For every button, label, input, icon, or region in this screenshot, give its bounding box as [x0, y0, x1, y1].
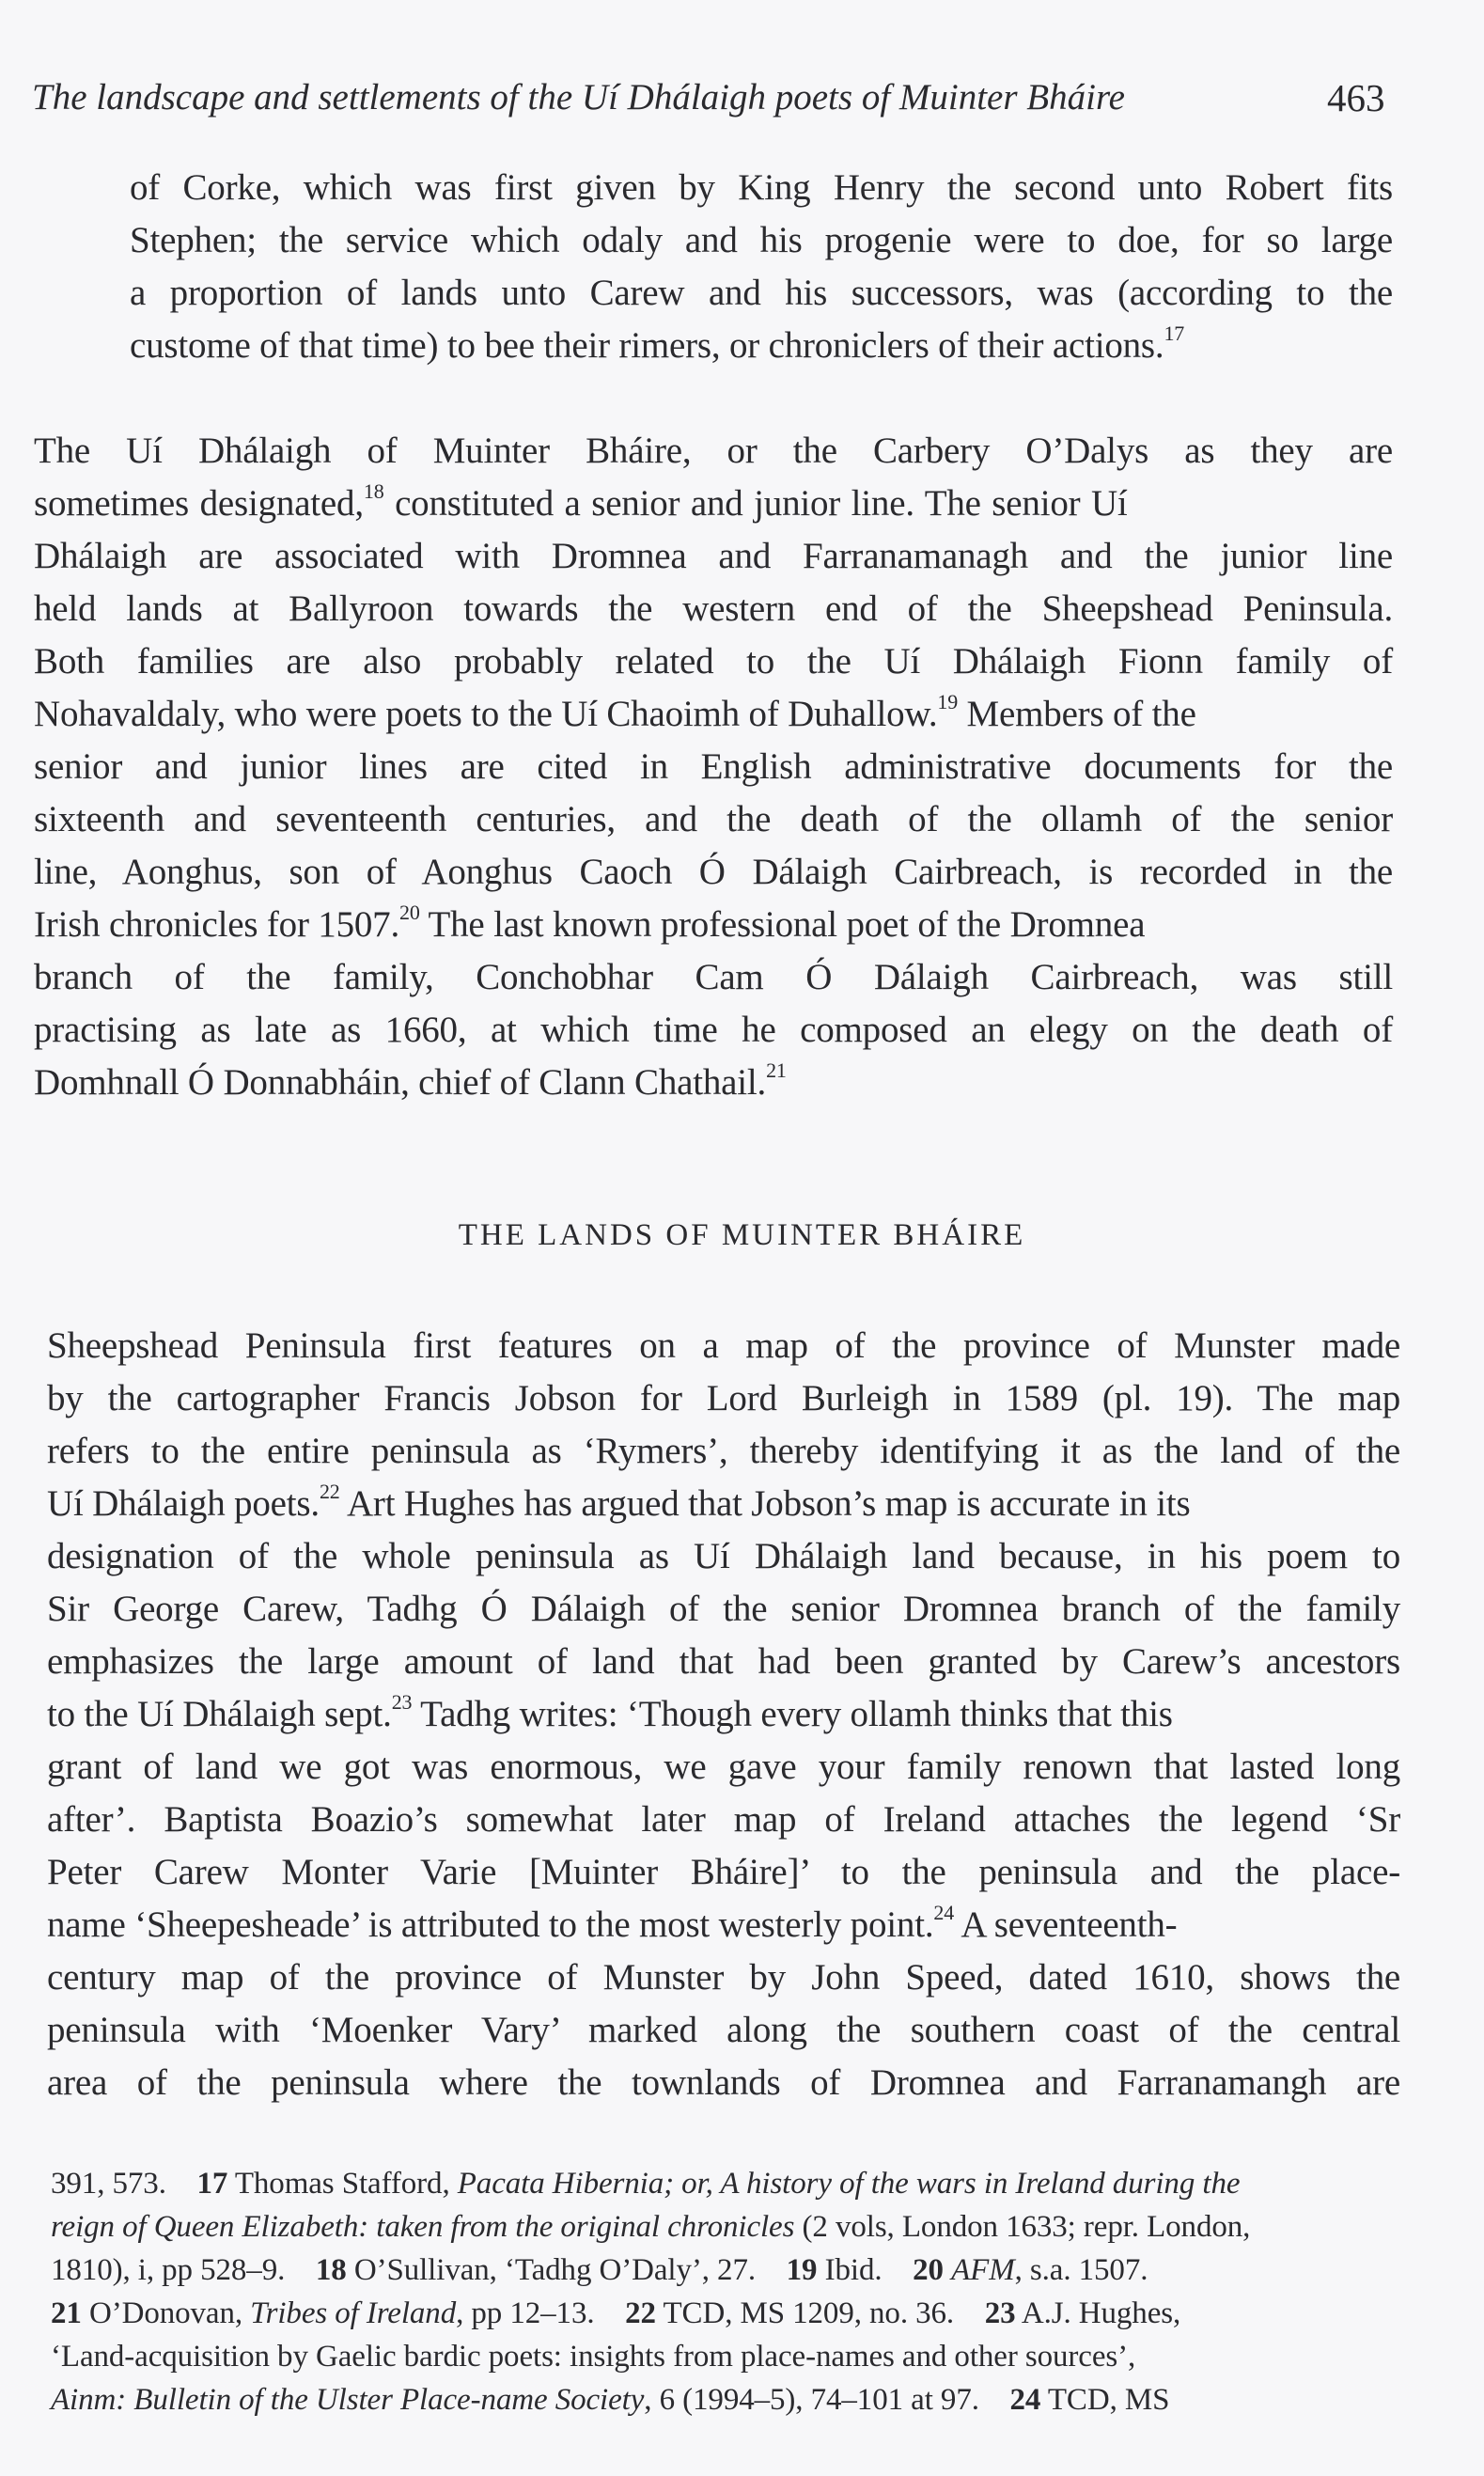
- footnote-23-number: 23: [984, 2296, 1016, 2330]
- quote-line: Stephen; the service which odaly and his progenie were to doe, for so large: [130, 220, 1393, 260]
- text-line: area of the peninsula where the townlands of Dromnea and Farranamangh are: [47, 2062, 1400, 2103]
- footnote-line: [51, 2249, 1148, 2292]
- text-span: Nohavaldaly, who were poets to the Uí Chaoimh of Duhallow.: [34, 694, 938, 734]
- text-span: Domhnall Ó Donnabháin, chief of Clann Chathail.: [34, 1062, 767, 1103]
- footnote-23-title: Ainm: Bulletin of the Ulster Place-name Society: [51, 2383, 645, 2417]
- footnote-ref: 24: [933, 1901, 955, 1924]
- footnote-line: [51, 2378, 1169, 2421]
- footnote-17-text: 1810), i, pp 528–9.: [51, 2253, 286, 2287]
- text-span: name ‘Sheepesheade’ is attributed to the most westerly point.: [47, 1904, 934, 1945]
- footnote-24-text: TCD, MS: [1040, 2383, 1170, 2417]
- footnote-20-title: AFM: [951, 2253, 1015, 2287]
- quote-line: [130, 320, 1184, 372]
- text-line: [34, 1057, 787, 1109]
- footnote-ref: 19: [937, 690, 958, 713]
- text-line: by the cartographer Francis Jobson for Lord Burleigh in 1589 (pl. 19). The map: [47, 1378, 1400, 1418]
- text-span: A seventeenth-: [954, 1904, 1178, 1945]
- footnote-17-number: 17: [196, 2167, 228, 2201]
- footnote-18-text: O’Sullivan, ‘Tadhg O’Daly’, 27.: [346, 2253, 757, 2287]
- text-line: peninsula with ‘Moenker Vary’ marked along the southern coast of the central: [47, 2010, 1400, 2050]
- text-line: Sheepshead Peninsula first features on a map of the province of Munster made: [47, 1325, 1400, 1366]
- page-number: 463: [1327, 76, 1385, 119]
- text-line: line, Aonghus, son of Aonghus Caoch Ó Dálaigh Cairbreach, is recorded in the: [34, 852, 1393, 892]
- footnote-23-text: A.J. Hughes,: [1015, 2296, 1181, 2330]
- footnote-21-text: , pp 12–13.: [456, 2296, 595, 2330]
- footnote-24-number: 24: [1009, 2383, 1041, 2417]
- text-line: [34, 478, 1393, 530]
- text-line: held lands at Ballyroon towards the western end of the Sheepshead Peninsula.: [34, 588, 1393, 629]
- text-line: designation of the whole peninsula as Uí Dhálaigh land because, in his poem to: [47, 1536, 1400, 1576]
- footnote-20-text: , s.a. 1507.: [1014, 2253, 1148, 2287]
- footnote-19-text: Ibid.: [817, 2253, 883, 2287]
- running-title: The landscape and settlements of the Uí Dhálaigh poets of Muinter Bháire: [32, 77, 1125, 118]
- footnote-line: [51, 2162, 1240, 2205]
- footnote-20-number: 20: [913, 2253, 944, 2287]
- quote-line-text: custome of that time) to bee their rimers, or chroniclers of their actions.: [130, 325, 1164, 366]
- text-span: Members of the: [958, 694, 1196, 734]
- text-line: emphasizes the large amount of land that had been granted by Carew’s ancestors: [47, 1641, 1400, 1682]
- text-span: Irish chronicles for 1507.: [34, 904, 400, 945]
- text-line: [47, 1478, 1190, 1530]
- footnote-line: [51, 2335, 1135, 2378]
- footnote-18-number: 18: [315, 2253, 347, 2287]
- footnote-line: [51, 2292, 1180, 2335]
- text-line: [34, 899, 1145, 951]
- text-span: Tadhg writes: ‘Though every ollamh thinks that this: [412, 1694, 1173, 1734]
- text-line: Dhálaigh are associated with Dromnea and Farranamanagh and the junior line: [34, 536, 1393, 576]
- text-line: branch of the family, Conchobhar Cam Ó Dálaigh Cairbreach, was still: [34, 957, 1393, 997]
- text-span: constituted a senior and junior line. The senior Uí: [383, 483, 1128, 524]
- footnote-ref: 21: [766, 1058, 787, 1082]
- quote-line: of Corke, which was first given by King Henry the second unto Robert fits: [130, 167, 1393, 208]
- footnote-23-text: ‘Land-acquisition by Gaelic bardic poets: insights from place-names and other sources’,: [51, 2340, 1136, 2374]
- text-span: Uí Dhálaigh poets.: [47, 1483, 320, 1524]
- text-line: The Uí Dhálaigh of Muinter Bháire, or the Carbery O’Dalys as they are: [34, 431, 1393, 471]
- text-line: senior and junior lines are cited in English administrative documents for the: [34, 746, 1393, 787]
- footnote-ref: 18: [363, 479, 384, 503]
- footnote-21-title: Tribes of Ireland: [250, 2296, 457, 2330]
- footnote-22-text: TCD, MS 1209, no. 36.: [655, 2296, 955, 2330]
- text-line: [34, 688, 1196, 741]
- footnote-21-number: 21: [51, 2296, 82, 2330]
- quote-line: a proportion of lands unto Carew and his successors, was (according to the: [130, 273, 1393, 313]
- footnote-ref: 22: [319, 1480, 340, 1503]
- text-span: sometimes designated,: [34, 483, 364, 524]
- text-span: The last known professional poet of the Dromnea: [419, 904, 1146, 945]
- text-line: grant of land we got was enormous, we gave your family renown that lasted long: [47, 1747, 1400, 1787]
- text-line: [47, 1899, 1177, 1951]
- footnote-17-title: reign of Queen Elizabeth: taken from the original chronicles: [51, 2210, 795, 2244]
- text-line: refers to the entire peninsula as ‘Rymers’, thereby identifying it as the land of the: [47, 1431, 1400, 1471]
- footnote-22-number: 22: [625, 2296, 656, 2330]
- footnote-16-tail: 391, 573.: [51, 2167, 166, 2201]
- footnote-17-text: Thomas Stafford,: [227, 2167, 458, 2201]
- footnote-ref: 23: [391, 1690, 413, 1714]
- text-line: century map of the province of Munster by John Speed, dated 1610, shows the: [47, 1957, 1400, 1998]
- text-line: [47, 1688, 1173, 1741]
- footnote-23-text: , 6 (1994–5), 74–101 at 97.: [644, 2383, 979, 2417]
- footnote-17-title: Pacata Hibernia; or, A history of the wars in Ireland during the: [457, 2167, 1241, 2201]
- text-line: after’. Baptista Boazio’s somewhat later map of Ireland attaches the legend ‘Sr: [47, 1799, 1400, 1840]
- footnote-17-text: (2 vols, London 1633; repr. London,: [794, 2210, 1251, 2244]
- text-line: Peter Carew Monter Varie [Muinter Bháire]’ to the peninsula and the place-: [47, 1852, 1400, 1892]
- text-line: practising as late as 1660, at which time he composed an elegy on the death of: [34, 1010, 1393, 1050]
- footnote-line: [51, 2205, 1250, 2249]
- footnote-19-number: 19: [786, 2253, 818, 2287]
- footnote-ref: 20: [399, 901, 420, 924]
- text-span: Art Hughes has argued that Jobson’s map is accurate in its: [339, 1483, 1191, 1524]
- text-line: sixteenth and seventeenth centuries, and the death of the ollamh of the senior: [34, 799, 1393, 839]
- text-line: Both families are also probably related to the Uí Dhálaigh Fionn family of: [34, 641, 1393, 682]
- footnote-ref: 17: [1164, 321, 1185, 345]
- text-span: to the Uí Dhálaigh sept.: [47, 1694, 392, 1734]
- text-line: Sir George Carew, Tadhg Ó Dálaigh of the senior Dromnea branch of the family: [47, 1589, 1400, 1629]
- section-heading: THE LANDS OF MUINTER BHÁIRE: [458, 1218, 1026, 1252]
- footnote-21-text: O’Donovan,: [81, 2296, 251, 2330]
